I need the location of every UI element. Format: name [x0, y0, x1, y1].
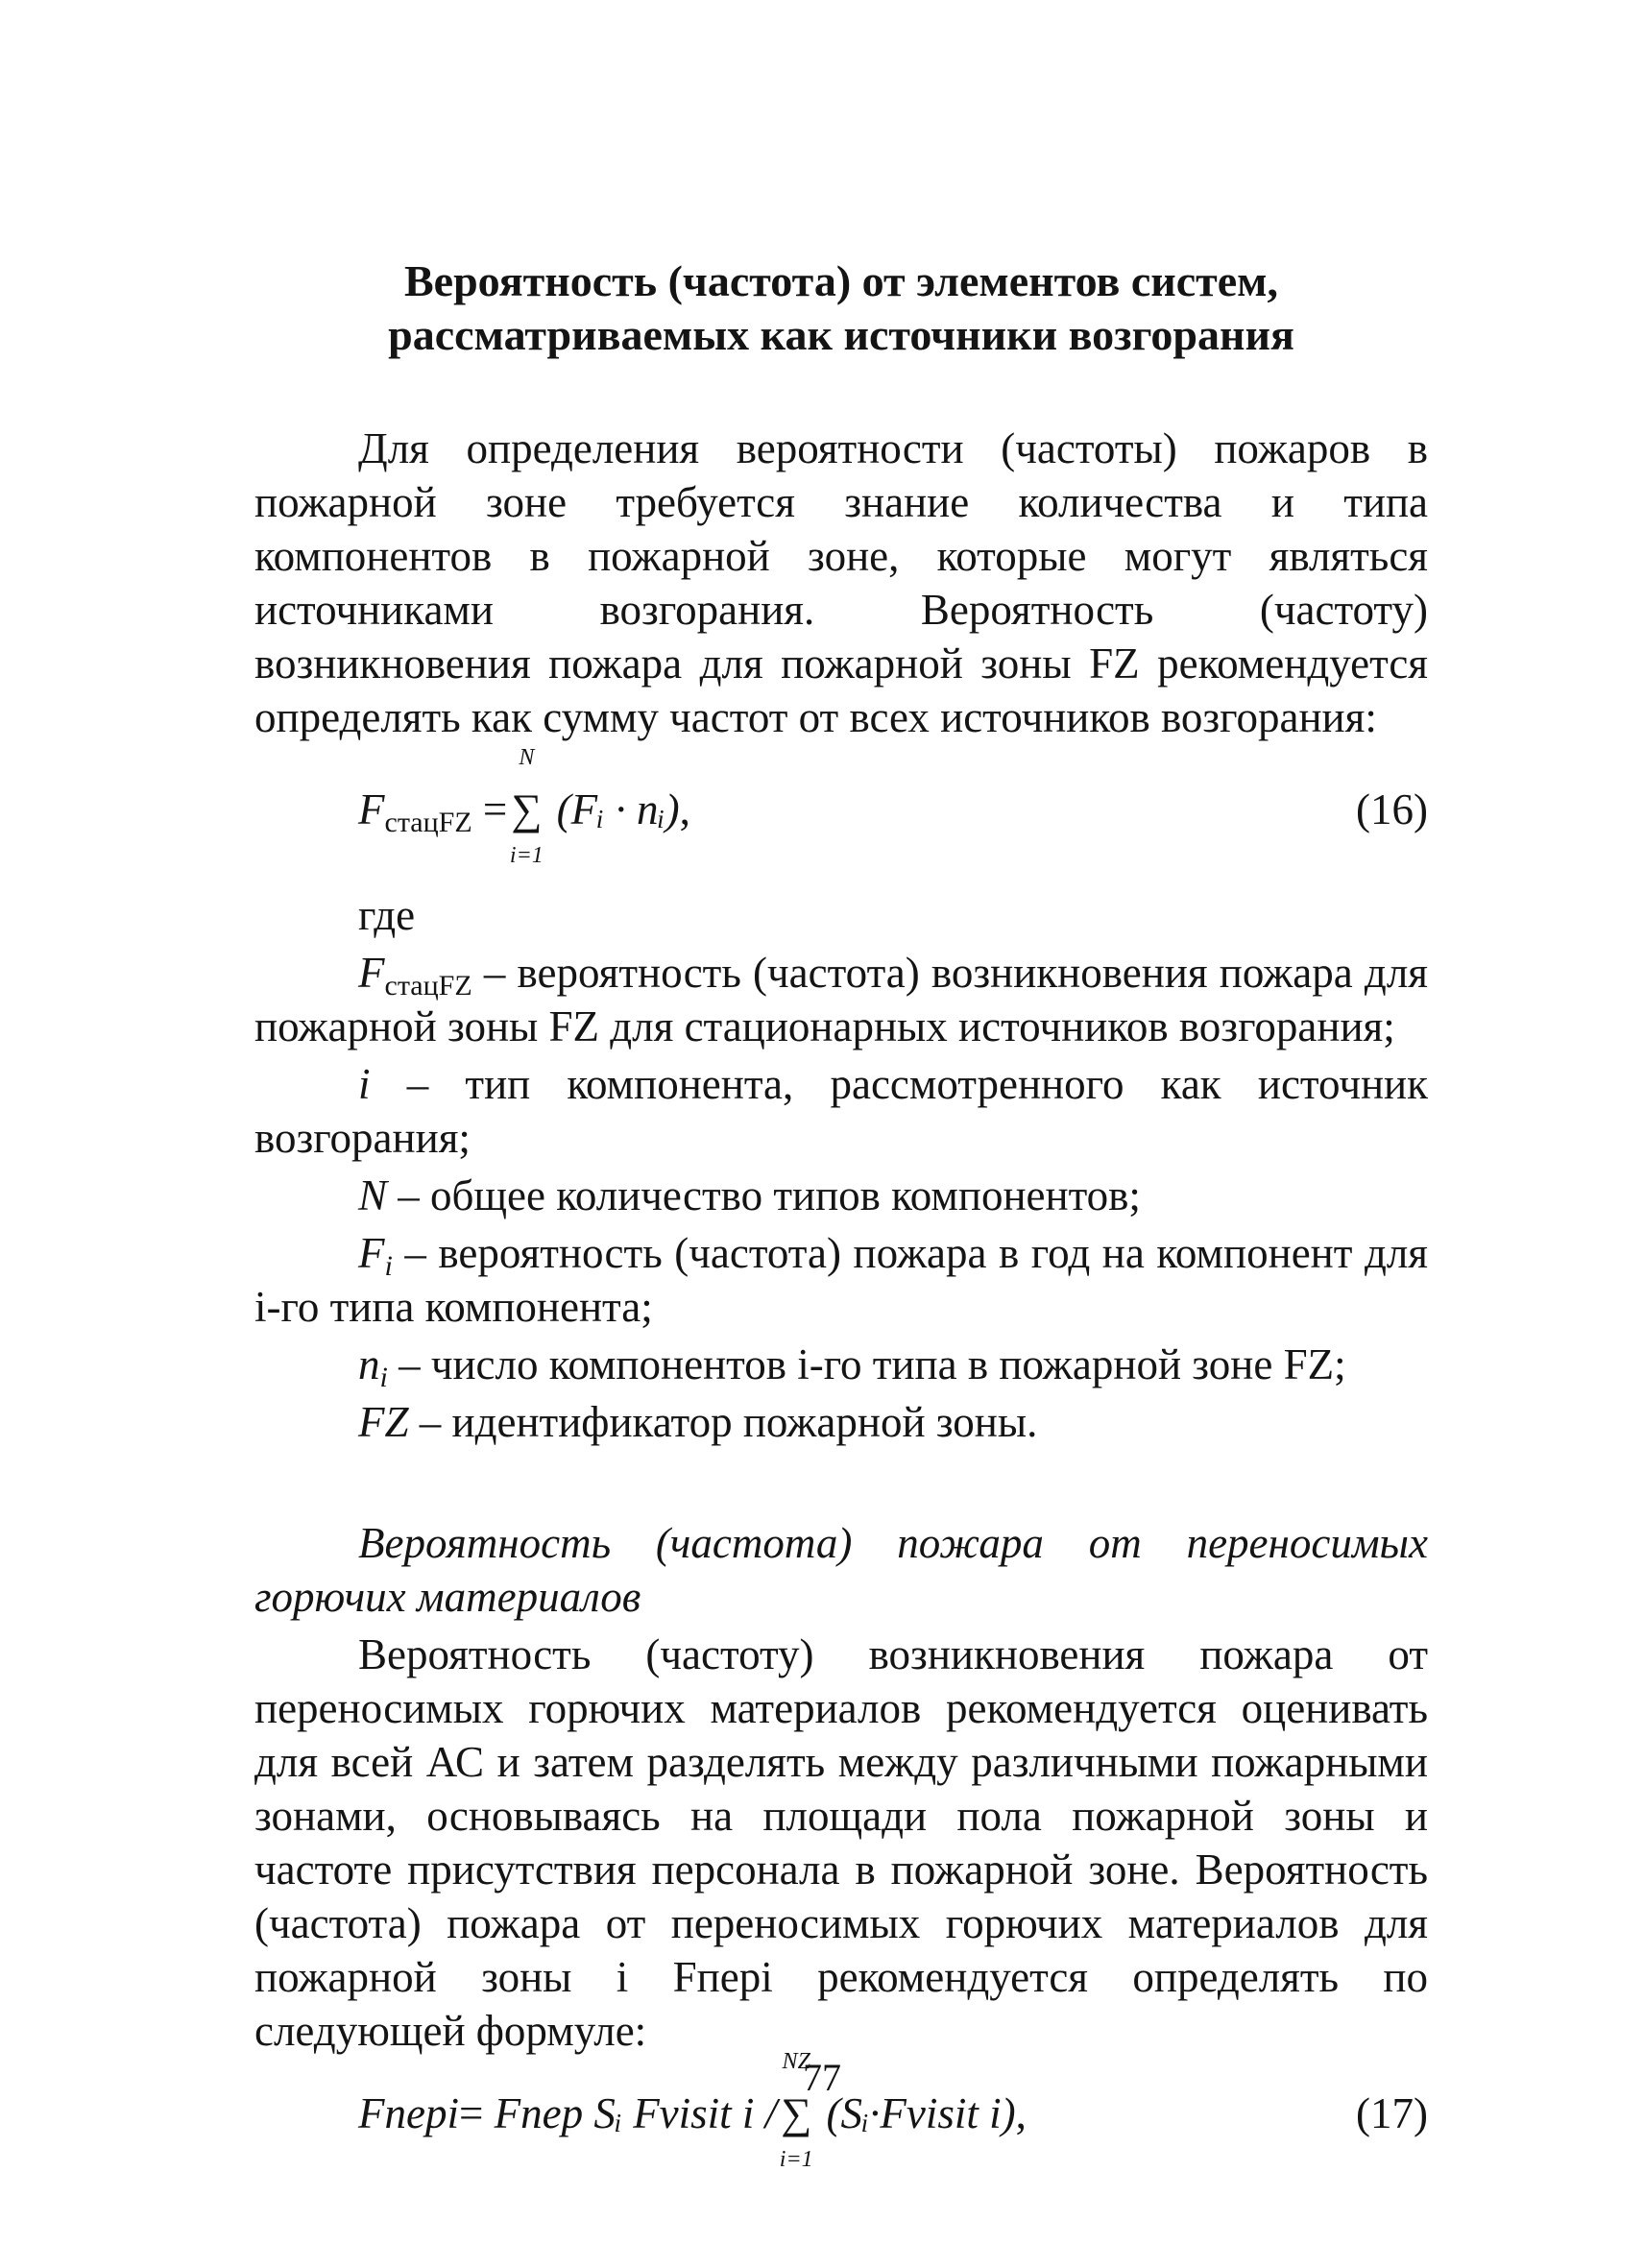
definition-text: – тип компонента, рассмотренного как источник возгорания; — [254, 1060, 1428, 1162]
definition-text: – вероятность (частота) пожара в год на компонент для i-го типа компонента; — [254, 1229, 1428, 1331]
formula-17-lhs: Fперi — [358, 2089, 459, 2137]
page-number: 77 — [803, 2056, 841, 2099]
definition-sub: стацFZ — [384, 970, 472, 1001]
definition-symbol: F — [358, 949, 385, 997]
formula-16-lhs-symbol: F — [358, 785, 385, 833]
definitions-list — [254, 946, 1428, 1449]
formula-17-sum-symbol: ∑ — [781, 2089, 812, 2137]
formula-16-equals: = — [482, 785, 508, 833]
definition-sub: i — [379, 1362, 388, 1393]
formula-16-expression — [358, 745, 690, 868]
formula-16-sum-symbol: ∑ — [511, 785, 543, 833]
formula-16-lower-limit: i=1 — [509, 843, 544, 868]
formula-17-trailing: , — [1015, 2089, 1027, 2137]
section-heading — [254, 254, 1428, 362]
formula-16-upper-limit: N — [519, 745, 535, 770]
definition-symbol: F — [358, 1229, 385, 1277]
formula-17-body: (Sᵢ·Fvisit i) — [826, 2089, 1016, 2137]
definition-symbol: i — [358, 1060, 371, 1108]
formula-17-lower-limit: i=1 — [779, 2147, 813, 2172]
heading-line-2: рассматриваемых как источники возгорания — [388, 310, 1294, 359]
formula-16-body: (Fᵢ · nᵢ) — [556, 785, 680, 833]
definition-symbol: FZ — [358, 1398, 409, 1446]
definition-item — [254, 946, 1428, 1053]
page-content — [254, 254, 1428, 2173]
definition-item — [254, 1057, 1428, 1165]
where-label: где — [358, 891, 416, 939]
definition-item — [254, 1338, 1428, 1391]
formula-16-lhs-sub: стацFZ — [384, 807, 472, 838]
formula-17-number: (17) — [1356, 2089, 1428, 2137]
intro-paragraph: Для определения вероятности (частоты) пожаров в пожарной зоне требуется знание количества и типа компонентов в пожарной зоне, которые могут являться источниками возгорания. Вероятность (частоту) возникновения пожара для пожарной зоны FZ рекомендуется определять как сумму частот от всех источников возгорания: — [254, 424, 1428, 741]
definition-item — [254, 1169, 1428, 1222]
definition-item — [254, 1395, 1428, 1449]
formula-16-number: (16) — [1356, 785, 1428, 833]
formula-17-upper-limit: NZ — [782, 2049, 810, 2074]
second-paragraph: Вероятность (частоту) возникновения пожара от переносимых горючих материалов рекомендуется оценивать для всей АС и затем разделять между различными пожарными зонами, основываясь на площади пола пожарной зоны и частоте присутствия персонала в пожарной зоне. Вероятность (частота) пожара от переносимых горючих материалов для пожарной зоны i Fперi рекомендуется определять по следующей формуле: — [254, 1630, 1428, 2055]
definition-symbol: n — [358, 1340, 380, 1388]
definition-sub: i — [384, 1250, 393, 1282]
definition-text: – общее количество типов компонентов; — [387, 1171, 1141, 1219]
subsection-heading: Вероятность (частота) пожара от переносимых горючих материалов — [254, 1519, 1428, 1621]
formula-16 — [254, 744, 1428, 888]
formula-16-sum — [509, 745, 544, 868]
definition-item — [254, 1226, 1428, 1334]
formula-17-eq: = — [458, 2089, 484, 2137]
definition-text: – число компонентов i-го типа в пожарной зоне FZ; — [387, 1340, 1346, 1388]
formula-16-trailing: , — [679, 785, 690, 833]
definition-text: – вероятность (частота) возникновения пожара для пожарной зоны FZ для стационарных источников возгорания; — [254, 949, 1428, 1050]
formula-17-rhs-start: Fпер Sᵢ Fvisit i / — [494, 2089, 778, 2137]
heading-line-1: Вероятность (частота) от элементов систем, — [403, 256, 1279, 305]
definition-symbol: N — [358, 1171, 388, 1219]
definition-text: – идентификатор пожарной зоны. — [408, 1398, 1038, 1446]
